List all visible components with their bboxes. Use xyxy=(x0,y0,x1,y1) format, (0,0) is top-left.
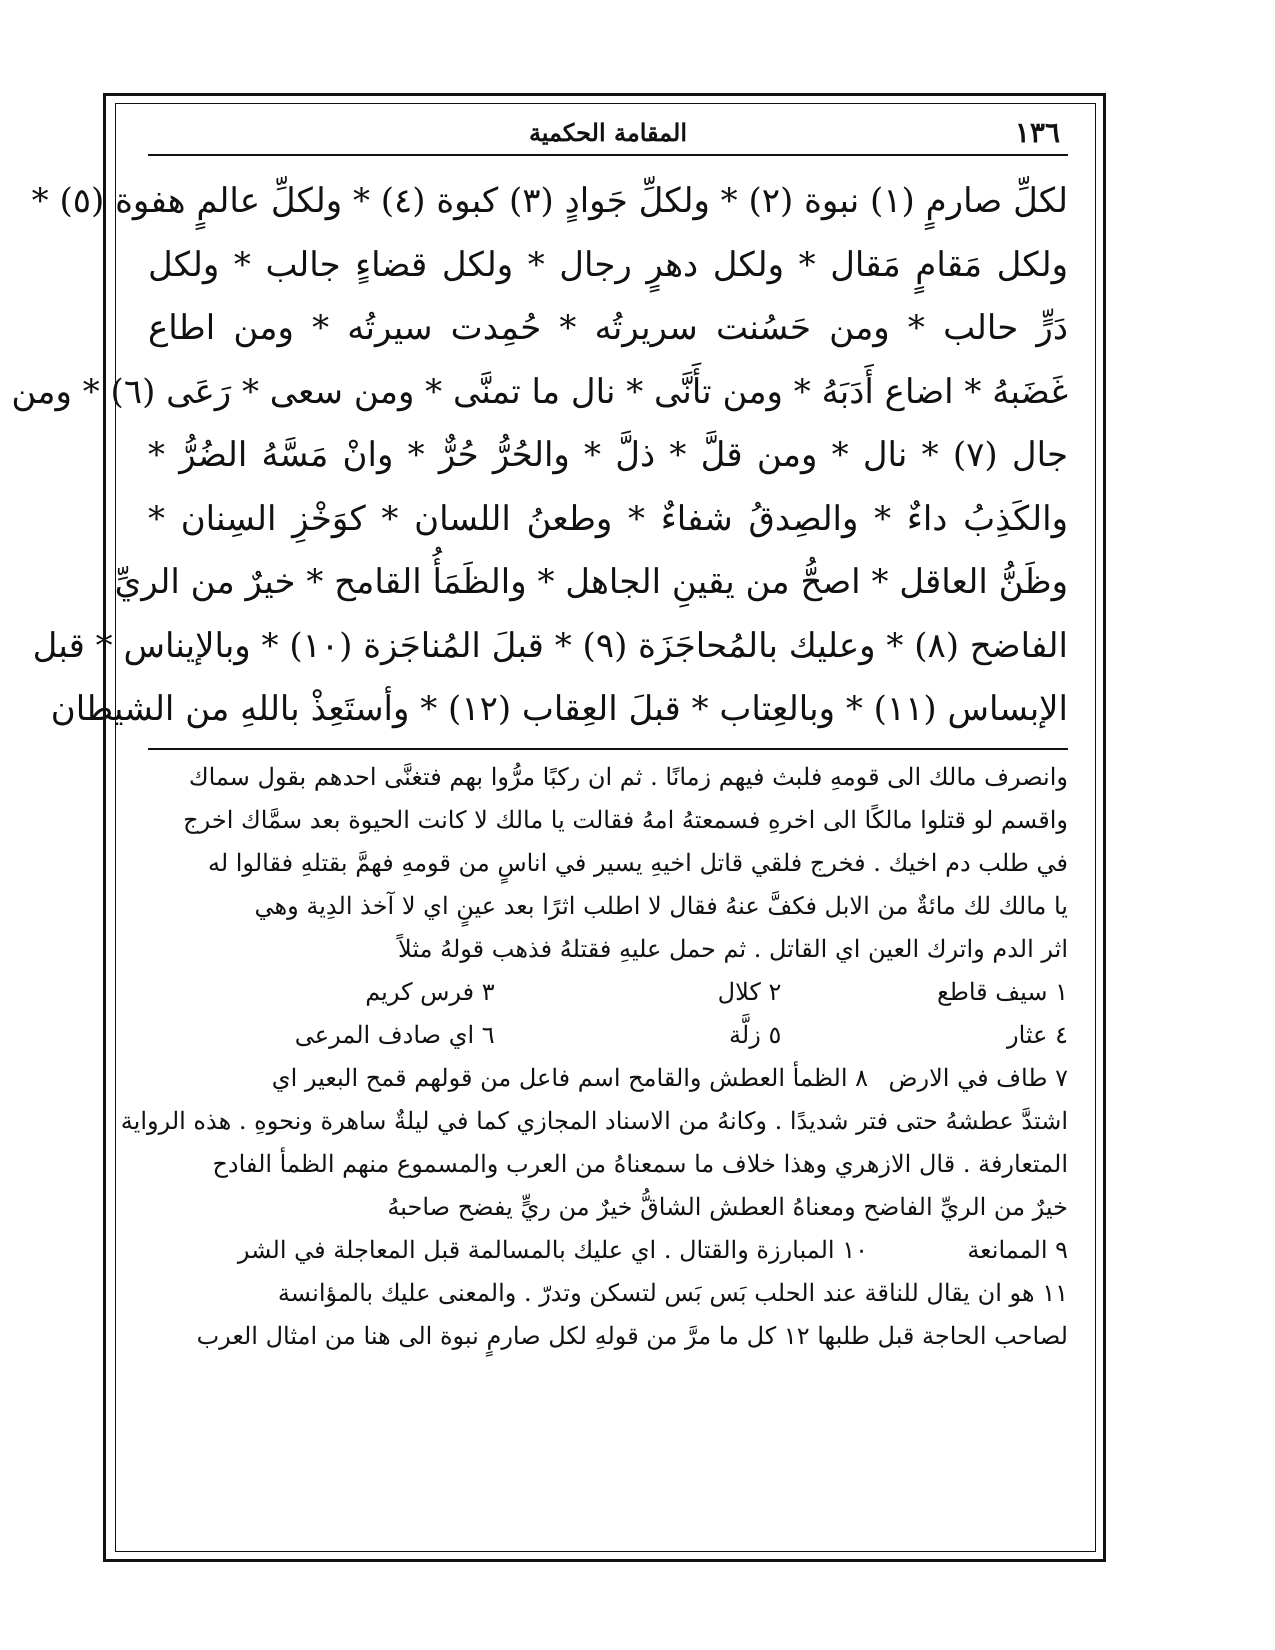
main-text xyxy=(11,156,1068,742)
footnote: ٧ طاف في الارض xyxy=(888,1063,1068,1092)
commentary-line: اثر الدم واترك العين اي القاتل . ثم حمل عليهِ فقتلهُ فذهب قولهُ مثلاً xyxy=(398,934,1068,963)
footnote: ٨ الظمأ العطش والقامح اسم فاعل من قولهم قمح البعير اي xyxy=(271,1063,868,1092)
main-text-line: دَرٍّ حالب * ومن حَسُنت سريرتُه * حُمِدت سيرتُه * ومن اطاع xyxy=(148,308,1068,348)
footnote-line: اشتدَّ عطشهُ حتى فتر شديدًا . وكانهُ من الاسناد المجازي كما في ليلةٌ ساهرة ونحوهِ . هذه الرواية xyxy=(120,1106,1068,1135)
page-title: المقامة الحكمية xyxy=(528,118,688,147)
footnote: ١٠ المبارزة والقتال . اي عليك بالمسالمة قبل المعاجلة في الشر xyxy=(237,1235,868,1264)
footnote: ٤ عثار xyxy=(1007,1020,1068,1049)
footnote-line: لصاحب الحاجة قبل طلبها ١٢ كل ما مرَّ من قولهِ لكل صارمٍ نبوة الى هنا من امثال العرب xyxy=(196,1321,1068,1350)
main-text-line: جال (٧) * نال * ومن قلَّ * ذلَّ * والحُرُّ حُرٌّ * وانْ مَسَّهُ الضُرُّ * xyxy=(148,435,1068,475)
footnote: ٣ فرس كريم xyxy=(365,977,495,1006)
main-text-line: ولكل مَقامٍ مَقال * ولكل دهرٍ رجال * ولكل قضاءٍ جالب * ولكل xyxy=(148,244,1068,285)
commentary-line: في طلب دم اخيك . فخرج فلقي قاتل اخيهِ يسير في اناسٍ من قومهِ فهمَّ بقتلهِ فقالوا له xyxy=(207,848,1068,877)
footnote-line: المتعارفة . قال الازهري وهذا خلاف ما سمعناهُ من العرب والمسموع منهم الظمأ الفادح xyxy=(212,1149,1068,1178)
commentary xyxy=(148,750,1068,971)
footnote-line: خيرٌ من الريِّ الفاضح ومعناهُ العطش الشاقُّ خيرٌ من ريٍّ يفضح صاحبهُ xyxy=(387,1192,1068,1221)
footnote-row xyxy=(148,1229,1068,1272)
footnote: ٥ زلَّة xyxy=(729,1020,782,1049)
footnote: ٩ الممانعة xyxy=(967,1235,1068,1264)
footnote: ١ سيف قاطع xyxy=(936,977,1068,1006)
main-text-line: الفاضح (٨) * وعليك بالمُحاجَزَة (٩) * قبلَ المُناجَزة (١٠) * وبالإيناس * قبل xyxy=(32,625,1068,666)
main-text-line: وظَنُّ العاقل * اصحُّ من يقينِ الجاهل * والظَمَأُ القامح * خيرٌ من الريِّ xyxy=(114,562,1068,602)
page-header xyxy=(148,112,1068,156)
main-text-line: والكَذِبُ داءٌ * والصِدقُ شفاءٌ * وطعنُ اللسان * كوَخْزِ السِنان * xyxy=(148,498,1068,539)
page-content xyxy=(11,112,1068,1358)
commentary-line: واقسم لو قتلوا مالكًا الى اخرهِ فسمعتهُ امهُ فقالت يا مالك لا كانت الحيوة بعد سمَّاك اخرج xyxy=(183,805,1068,834)
footnote-line: ١١ هو ان يقال للناقة عند الحلب بَس بَس لتسكن وتدرّ . والمعنى عليك بالمؤانسة xyxy=(277,1278,1068,1307)
main-text-line: لكلِّ صارمٍ (١) نبوة (٢) * ولكلِّ جَوادٍ (٣) كبوة (٤) * ولكلِّ عالمٍ هفوة (٥) * xyxy=(31,181,1068,221)
main-text-line: الإبساس (١١) * وبالعِتاب * قبلَ العِقاب (١٢) * وأستَعِذْ باللهِ من الشيطان xyxy=(50,689,1068,729)
footnote: ٢ كلال xyxy=(717,977,782,1006)
commentary-line: وانصرف مالك الى قومهِ فلبث فيهم زمانًا . ثم ان ركبًا مرُّوا بهم فتغنَّى احدهم بقول سماك xyxy=(188,762,1068,791)
footnote-row xyxy=(148,1057,1068,1100)
commentary-line: يا مالك لك مائةٌ من الابل فكفَّ عنهُ فقال لا اطلب اثرًا بعد عينٍ اي لا آخذ الدِية وهي xyxy=(254,891,1068,920)
main-text-line: غَضَبهُ * اضاع أَدَبَهُ * ومن تأَنَّى * نال ما تمنَّى * ومن سعى * رَعَى (٦) * ومن xyxy=(11,371,1068,412)
footnote: ٦ اي صادف المرعى xyxy=(294,1020,495,1049)
footnotes-grid xyxy=(148,971,1068,1057)
page-number: ١٣٦ xyxy=(1014,116,1060,149)
